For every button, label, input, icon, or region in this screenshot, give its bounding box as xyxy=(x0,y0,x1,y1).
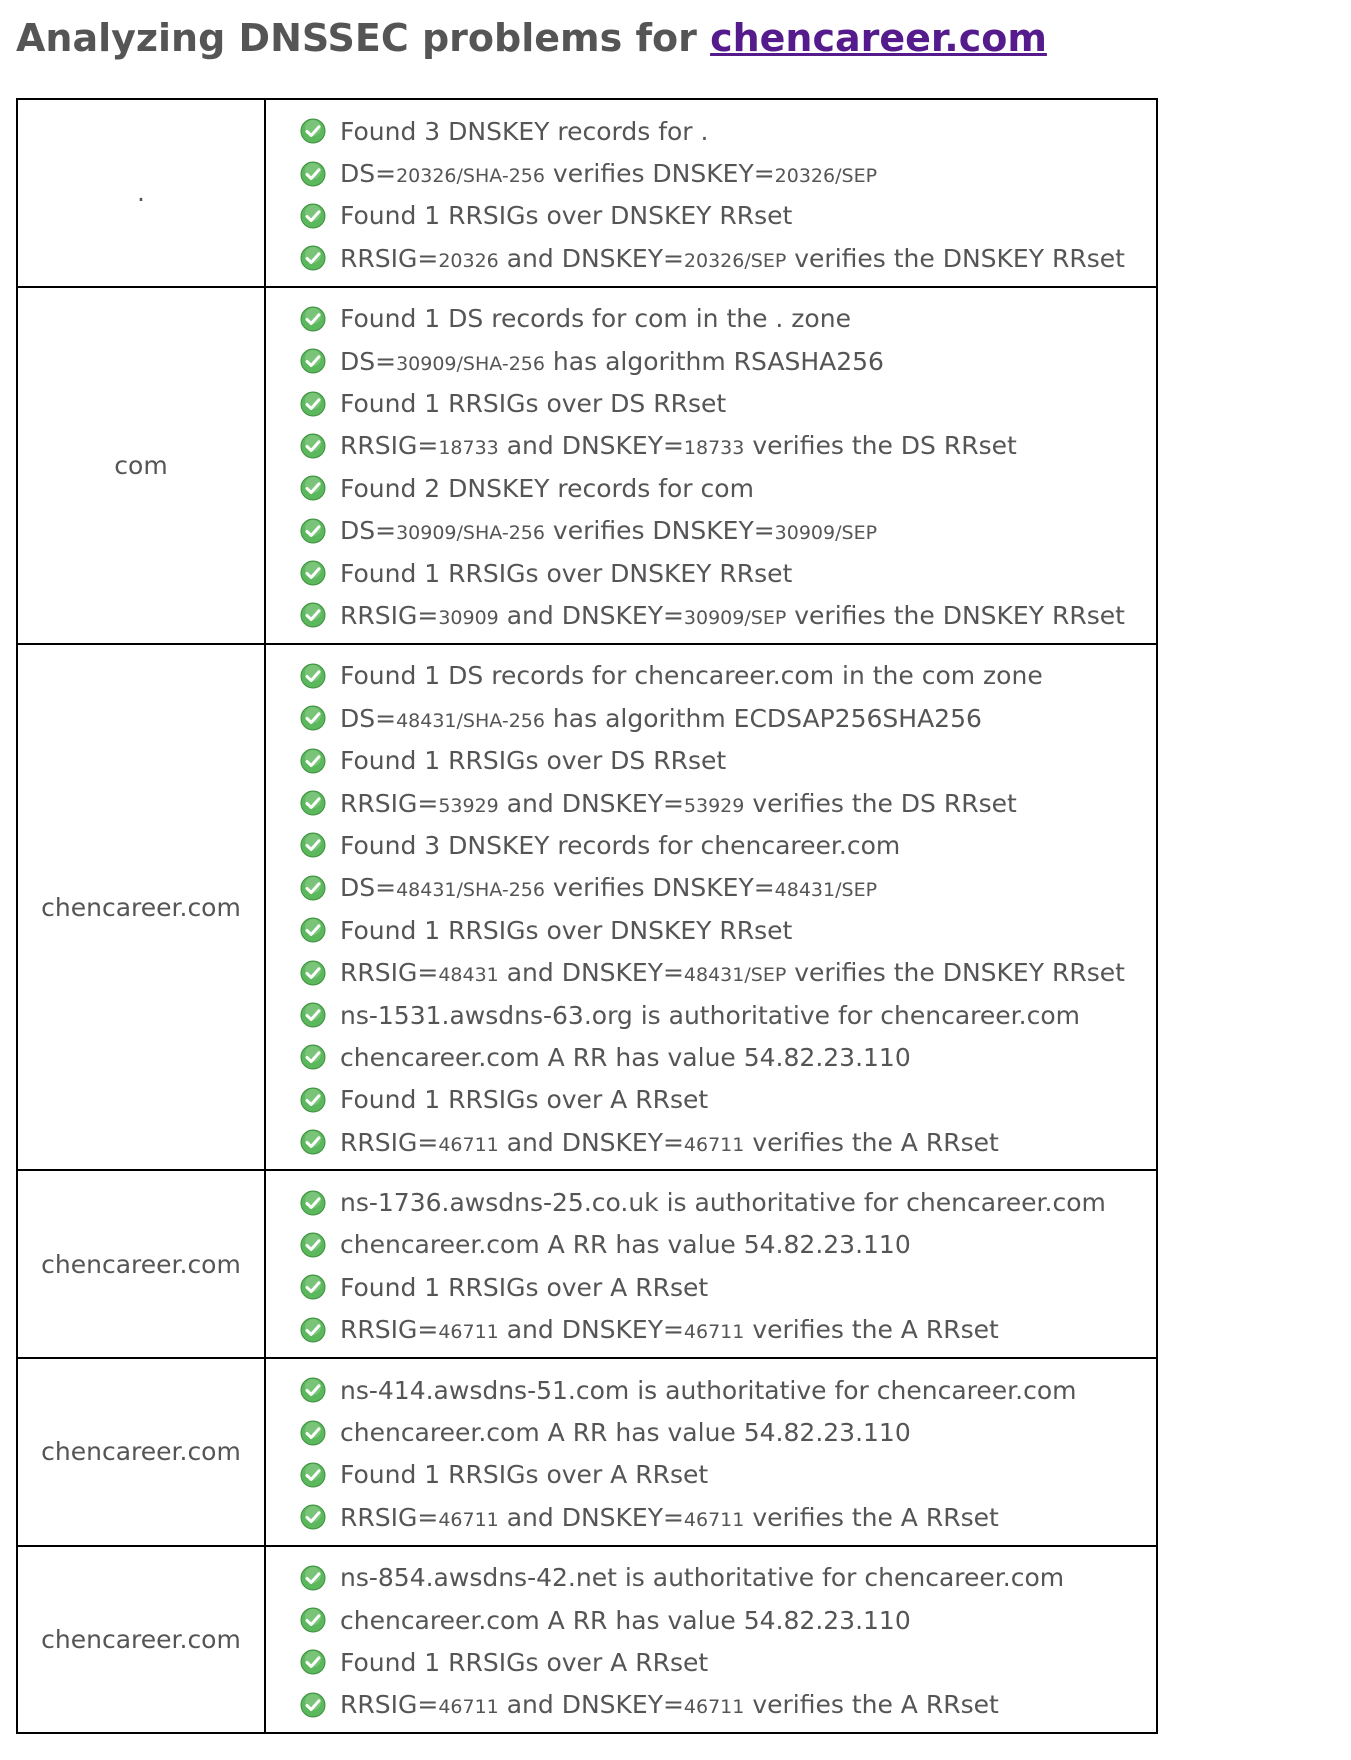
check-text-segment: ns-414.awsdns-51.com is authoritative for chencareer.com xyxy=(340,1375,1077,1405)
check-item xyxy=(266,739,1156,781)
check-text xyxy=(340,746,726,775)
green-checkmark-icon xyxy=(300,1377,326,1403)
check-item xyxy=(266,994,1156,1036)
zone-checks xyxy=(265,1170,1157,1358)
check-text-segment: verifies the A RRset xyxy=(744,1690,999,1720)
green-checkmark-icon xyxy=(300,475,326,501)
check-text-segment: ns-1736.awsdns-25.co.uk is authoritative for chencareer.com xyxy=(340,1188,1106,1218)
green-checkmark-icon xyxy=(300,118,326,144)
green-checkmark-icon xyxy=(300,161,326,187)
zone-row xyxy=(17,287,1157,644)
green-checkmark-icon xyxy=(300,960,326,986)
check-text-segment: RRSIG= xyxy=(340,1127,439,1157)
key-value: 18733 xyxy=(438,437,499,460)
key-value: 30909/SEP xyxy=(683,606,787,629)
check-text xyxy=(340,1376,1076,1405)
key-value: 46711 xyxy=(683,1696,745,1719)
zone-row xyxy=(17,1170,1157,1358)
check-text xyxy=(340,704,982,733)
key-value: 53929 xyxy=(683,794,745,817)
check-item xyxy=(266,1266,1156,1308)
key-value: 18733 xyxy=(683,437,745,460)
zone-row xyxy=(17,1546,1157,1734)
check-text xyxy=(340,916,792,945)
check-text xyxy=(340,1606,911,1635)
zone-checks xyxy=(265,1358,1157,1546)
check-text-segment: has algorithm RSASHA256 xyxy=(544,346,884,376)
check-item xyxy=(266,951,1156,993)
check-item xyxy=(266,382,1156,424)
check-text-segment: has algorithm ECDSAP256SHA256 xyxy=(544,703,982,733)
check-text-segment: Found 1 RRSIGs over DNSKEY RRset xyxy=(340,558,793,588)
key-value: 53929 xyxy=(438,794,499,817)
key-value: 46711 xyxy=(438,1321,499,1344)
check-text-segment: RRSIG= xyxy=(340,958,439,988)
green-checkmark-icon xyxy=(300,748,326,774)
check-text-segment: verifies DNSKEY= xyxy=(544,516,775,546)
check-text-segment: Found 1 DS records for chencareer.com in the com zone xyxy=(340,661,1043,691)
check-item xyxy=(266,467,1156,509)
check-item xyxy=(266,824,1156,866)
check-item xyxy=(266,340,1156,382)
check-item xyxy=(266,110,1156,152)
green-checkmark-icon xyxy=(300,1462,326,1488)
zone-name: chencareer.com xyxy=(17,1170,265,1358)
check-text-segment: Found 1 RRSIGs over DNSKEY RRset xyxy=(340,915,793,945)
green-checkmark-icon xyxy=(300,663,326,689)
dnssec-results-table xyxy=(16,98,1158,1734)
key-value: 48431/SEP xyxy=(683,964,787,987)
check-text-segment: RRSIG= xyxy=(340,1315,439,1345)
green-checkmark-icon xyxy=(300,203,326,229)
zone-checks xyxy=(265,287,1157,644)
green-checkmark-icon xyxy=(300,875,326,901)
check-text-segment: RRSIG= xyxy=(340,1690,439,1720)
check-item xyxy=(266,655,1156,697)
key-value: 46711 xyxy=(683,1508,745,1531)
check-text xyxy=(340,1460,708,1489)
check-text xyxy=(340,1188,1106,1217)
check-text-segment: Found 3 DNSKEY records for chencareer.com xyxy=(340,830,901,860)
check-item xyxy=(266,697,1156,739)
results-body xyxy=(17,99,1157,1733)
check-item xyxy=(266,1369,1156,1411)
zone-checks xyxy=(265,99,1157,287)
check-item xyxy=(266,425,1156,467)
check-text-segment: Found 1 RRSIGs over DS RRset xyxy=(340,746,727,776)
check-text xyxy=(340,601,1125,630)
check-text-segment: and DNSKEY= xyxy=(498,243,684,273)
green-checkmark-icon xyxy=(300,391,326,417)
green-checkmark-icon xyxy=(300,348,326,374)
check-item xyxy=(266,1557,1156,1599)
check-text xyxy=(340,1001,1080,1030)
check-item xyxy=(266,594,1156,636)
zone-name: chencareer.com xyxy=(17,1358,265,1546)
check-item xyxy=(266,1411,1156,1453)
zone-row xyxy=(17,1358,1157,1546)
check-text xyxy=(340,1563,1064,1592)
page-title-text: Analyzing DNSSEC problems for xyxy=(16,16,711,60)
green-checkmark-icon xyxy=(300,245,326,271)
key-value: 46711 xyxy=(683,1321,745,1344)
check-text xyxy=(340,1648,708,1677)
check-text-segment: and DNSKEY= xyxy=(498,600,684,630)
check-text-segment: RRSIG= xyxy=(340,600,439,630)
green-checkmark-icon xyxy=(300,1044,326,1070)
check-text-segment: and DNSKEY= xyxy=(498,788,684,818)
check-text-segment: verifies the A RRset xyxy=(744,1127,999,1157)
check-text xyxy=(340,201,792,230)
check-text-segment: verifies DNSKEY= xyxy=(544,159,775,189)
green-checkmark-icon xyxy=(300,306,326,332)
key-value: 48431 xyxy=(438,964,499,987)
green-checkmark-icon xyxy=(300,1232,326,1258)
check-text-segment: ns-854.awsdns-42.net is authoritative for chencareer.com xyxy=(340,1563,1065,1593)
green-checkmark-icon xyxy=(300,1274,326,1300)
check-item xyxy=(266,1121,1156,1163)
check-text-segment: and DNSKEY= xyxy=(498,1315,684,1345)
check-text-segment: DS= xyxy=(340,159,397,189)
check-text-segment: Found 1 RRSIGs over A RRset xyxy=(340,1085,709,1115)
check-text xyxy=(340,1503,999,1532)
check-text-segment: Found 1 RRSIGs over A RRset xyxy=(340,1272,709,1302)
key-value: 30909 xyxy=(438,606,499,629)
key-value: 48431/SHA-256 xyxy=(396,709,545,732)
check-text-segment: Found 1 RRSIGs over DS RRset xyxy=(340,389,727,419)
check-text xyxy=(340,347,884,376)
check-item xyxy=(266,782,1156,824)
check-text xyxy=(340,1315,999,1344)
check-text-segment: RRSIG= xyxy=(340,788,439,818)
check-text xyxy=(340,1418,911,1447)
check-text xyxy=(340,661,1043,690)
key-value: 30909/SHA-256 xyxy=(396,522,545,545)
key-value: 46711 xyxy=(683,1133,745,1156)
green-checkmark-icon xyxy=(300,433,326,459)
key-value: 20326/SEP xyxy=(774,165,878,188)
check-text xyxy=(340,873,877,902)
check-item xyxy=(266,1309,1156,1351)
check-item xyxy=(266,909,1156,951)
green-checkmark-icon xyxy=(300,518,326,544)
check-text-segment: Found 2 DNSKEY records for com xyxy=(340,473,754,503)
check-text-segment: DS= xyxy=(340,346,397,376)
green-checkmark-icon xyxy=(300,1607,326,1633)
check-text-segment: ns-1531.awsdns-63.org is authoritative for chencareer.com xyxy=(340,1000,1080,1030)
zone-row xyxy=(17,644,1157,1171)
check-item xyxy=(266,152,1156,194)
page-title xyxy=(16,12,1047,64)
check-item xyxy=(266,1181,1156,1223)
zone-checks xyxy=(265,644,1157,1171)
check-text-segment: chencareer.com A RR has value 54.82.23.110 xyxy=(340,1418,911,1448)
green-checkmark-icon xyxy=(300,1087,326,1113)
check-text-segment: Found 1 RRSIGs over A RRset xyxy=(340,1460,709,1490)
check-item xyxy=(266,1036,1156,1078)
green-checkmark-icon xyxy=(300,1504,326,1530)
key-value: 48431/SEP xyxy=(774,879,878,902)
green-checkmark-icon xyxy=(300,560,326,586)
check-text-segment: DS= xyxy=(340,873,397,903)
check-text-segment: RRSIG= xyxy=(340,243,439,273)
check-text-segment: Found 1 RRSIGs over DNSKEY RRset xyxy=(340,201,793,231)
check-text xyxy=(340,474,754,503)
green-checkmark-icon xyxy=(300,1420,326,1446)
check-text-segment: verifies the A RRset xyxy=(744,1315,999,1345)
check-text xyxy=(340,431,1017,460)
check-text xyxy=(340,1085,708,1114)
green-checkmark-icon xyxy=(300,705,326,731)
green-checkmark-icon xyxy=(300,1190,326,1216)
check-item xyxy=(266,1079,1156,1121)
check-text-segment: verifies the DS RRset xyxy=(744,431,1017,461)
check-text xyxy=(340,159,877,188)
check-text xyxy=(340,1128,999,1157)
check-text-segment: and DNSKEY= xyxy=(498,1127,684,1157)
key-value: 20326/SEP xyxy=(683,249,787,272)
check-text xyxy=(340,117,708,146)
check-item xyxy=(266,298,1156,340)
check-item xyxy=(266,195,1156,237)
key-value: 20326 xyxy=(438,249,499,272)
check-text-segment: verifies the DNSKEY RRset xyxy=(786,243,1125,273)
check-text-segment: Found 1 DS records for com in the . zone xyxy=(340,304,851,334)
check-item xyxy=(266,552,1156,594)
key-value: 46711 xyxy=(438,1508,499,1531)
check-text-segment: chencareer.com A RR has value 54.82.23.110 xyxy=(340,1605,911,1635)
key-value: 48431/SHA-256 xyxy=(396,879,545,902)
green-checkmark-icon xyxy=(300,1002,326,1028)
check-text-segment: chencareer.com A RR has value 54.82.23.110 xyxy=(340,1042,911,1072)
check-text xyxy=(340,1043,911,1072)
check-item xyxy=(266,1454,1156,1496)
check-text xyxy=(340,958,1125,987)
check-text-segment: verifies the A RRset xyxy=(744,1502,999,1532)
zone-name: . xyxy=(17,99,265,287)
check-text-segment: DS= xyxy=(340,703,397,733)
check-text xyxy=(340,789,1017,818)
check-text xyxy=(340,389,726,418)
key-value: 30909/SEP xyxy=(774,522,878,545)
check-text-segment: verifies the DNSKEY RRset xyxy=(786,600,1125,630)
check-item xyxy=(266,1496,1156,1538)
check-text xyxy=(340,1230,911,1259)
check-text-segment: RRSIG= xyxy=(340,431,439,461)
key-value: 46711 xyxy=(438,1696,499,1719)
check-item xyxy=(266,1599,1156,1641)
check-item xyxy=(266,1684,1156,1726)
check-item xyxy=(266,1641,1156,1683)
zone-checks xyxy=(265,1546,1157,1734)
check-text-segment: verifies the DNSKEY RRset xyxy=(786,958,1125,988)
check-text xyxy=(340,1690,999,1719)
check-text xyxy=(340,516,877,545)
green-checkmark-icon xyxy=(300,1129,326,1155)
green-checkmark-icon xyxy=(300,602,326,628)
green-checkmark-icon xyxy=(300,790,326,816)
check-text xyxy=(340,831,900,860)
key-value: 46711 xyxy=(438,1133,499,1156)
green-checkmark-icon xyxy=(300,832,326,858)
check-item xyxy=(266,1224,1156,1266)
zone-name: chencareer.com xyxy=(17,1546,265,1734)
green-checkmark-icon xyxy=(300,917,326,943)
check-text-segment: and DNSKEY= xyxy=(498,958,684,988)
check-item xyxy=(266,510,1156,552)
check-text xyxy=(340,244,1125,273)
check-text-segment: verifies the DS RRset xyxy=(744,788,1017,818)
green-checkmark-icon xyxy=(300,1649,326,1675)
zone-name: com xyxy=(17,287,265,644)
check-text-segment: RRSIG= xyxy=(340,1502,439,1532)
check-text-segment: Found 3 DNSKEY records for . xyxy=(340,116,709,146)
check-text xyxy=(340,1273,708,1302)
check-item xyxy=(266,867,1156,909)
key-value: 30909/SHA-256 xyxy=(396,352,545,375)
green-checkmark-icon xyxy=(300,1692,326,1718)
check-text-segment: DS= xyxy=(340,516,397,546)
check-text-segment: chencareer.com A RR has value 54.82.23.110 xyxy=(340,1230,911,1260)
zone-name: chencareer.com xyxy=(17,644,265,1171)
check-text-segment: and DNSKEY= xyxy=(498,1502,684,1532)
check-item xyxy=(266,237,1156,279)
green-checkmark-icon xyxy=(300,1317,326,1343)
check-text-segment: and DNSKEY= xyxy=(498,1690,684,1720)
check-text-segment: and DNSKEY= xyxy=(498,431,684,461)
key-value: 20326/SHA-256 xyxy=(396,165,545,188)
green-checkmark-icon xyxy=(300,1565,326,1591)
domain-link[interactable]: chencareer.com xyxy=(710,16,1047,60)
check-text-segment: verifies DNSKEY= xyxy=(544,873,775,903)
check-text xyxy=(340,559,792,588)
check-text-segment: Found 1 RRSIGs over A RRset xyxy=(340,1647,709,1677)
check-text xyxy=(340,304,851,333)
zone-row xyxy=(17,99,1157,287)
